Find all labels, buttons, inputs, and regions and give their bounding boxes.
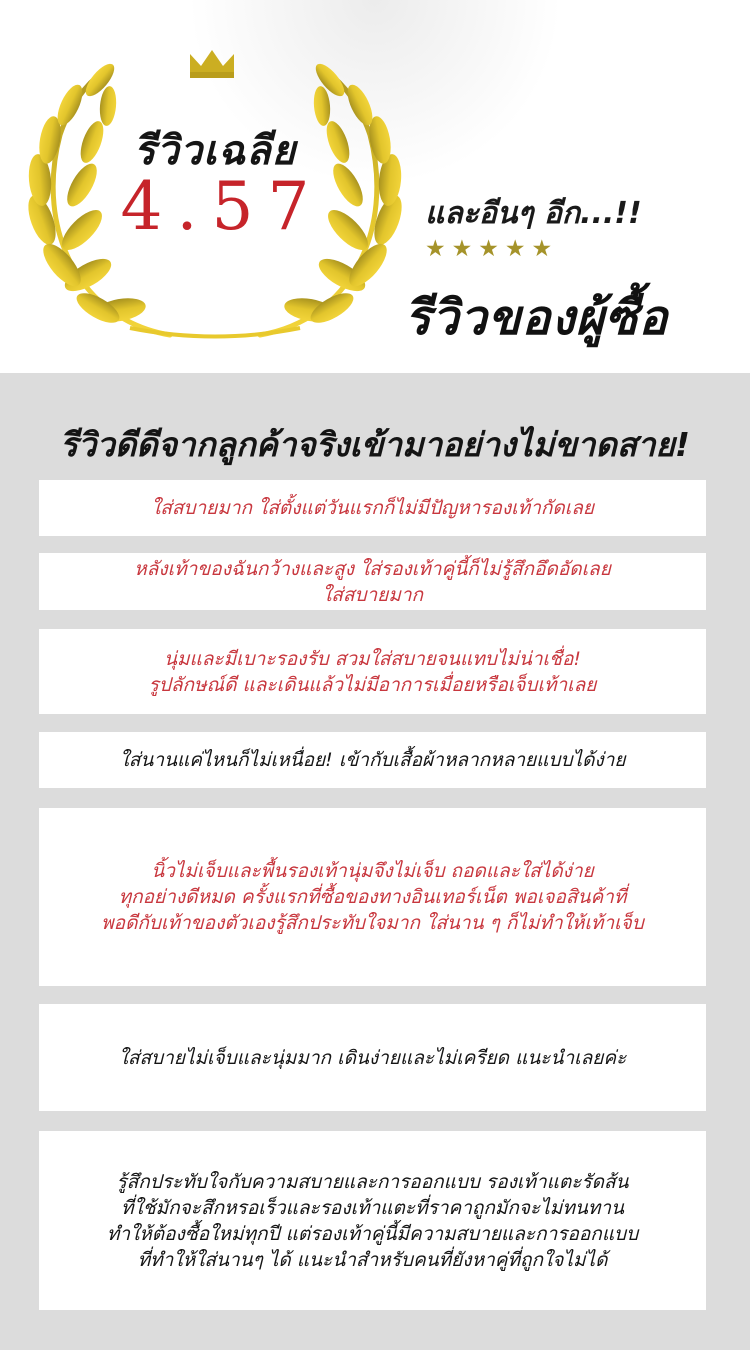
star-icon: ★	[451, 236, 473, 262]
review-card	[39, 732, 706, 788]
review-text: ใส่สบายไม่เจ็บและนุ่มมาก เดินง่ายและไม่เครียด แนะนำเลยค่ะ	[118, 1046, 627, 1069]
review-card	[39, 629, 706, 714]
review-card	[39, 1004, 706, 1111]
star-icon: ★	[504, 236, 526, 262]
average-rating-label: รีวิวเฉลีย	[133, 128, 297, 174]
reviews-headline: รีวิวดีดีจากลูกค้าจริงเข้ามาอย่างไม่ขาดสาย!	[60, 425, 690, 464]
review-card	[39, 553, 706, 610]
average-rating-value: 4.57	[120, 168, 324, 245]
buyer-reviews-title: รีวิวของผู้ซื้อ	[405, 290, 669, 346]
star-icon: ★	[531, 236, 553, 262]
review-text: ใส่นานแค่ไหนก็ไม่เหนื่อย! เข้ากับเสื้อผ้าหลากหลายแบบได้ง่าย	[119, 749, 626, 771]
review-text: ใส่สบายมาก ใส่ตั้งแต่วันแรกก็ไม่มีปัญหารองเท้ากัดเลย	[150, 497, 594, 519]
review-card	[39, 808, 706, 986]
review-text: หลังเท้าของฉันกว้างและสูง ใส่รองเท้าคู่นี้ก็ไม่รู้สึกอึดอัดเลย ใส่สบายมาก	[134, 557, 611, 606]
star-icon: ★	[425, 236, 446, 262]
star-icon: ★	[478, 236, 499, 262]
review-text: นุ่มและมีเบาะรองรับ สวมใส่สบายจนแทบไม่น่าเชื่อ! รูปลักษณ์ดี และเดินแล้วไม่มีอาการเมื่อยหรือเจ็บเท้าเลย	[148, 647, 597, 696]
review-text: นิ้วไม่เจ็บและพื้นรองเท้านุ่มจึงไม่เจ็บ ถอดและใส่ได้ง่าย ทุกอย่างดีหมด ครั้งแรกที่ซื้อของทางอินเทอร์เน็ต พอเจอสินค้าที่ พอดีกับเท้าของตัวเองรู้สึกประทับใจมาก ใส่นาน ๆ ก็ไม่ทำให้เท้าเจ็บ	[101, 860, 644, 934]
rating-badge	[20, 40, 410, 350]
review-card	[39, 1131, 706, 1310]
review-text: รู้สึกประทับใจกับความสบายและการออกแบบ รองเท้าแตะรัดส้น ที่ใช้มักจะสึกหรอเร็วและรองเท้าแตะที่ราคาถูกมักจะไม่ทนทาน ทำให้ต้องซื้อใหม่ทุกปี แต่รองเท้าคู่นี้มีความสบายและการออกแบบ ที่ทำให้ใส่นานๆ ได้ แนะนำสำหรับคนที่ยังหาคู่ที่ถูกใจไม่ได้	[106, 1170, 639, 1271]
review-card	[39, 480, 706, 536]
star-rating	[425, 238, 552, 261]
rating-banner	[0, 0, 750, 373]
crown-icon	[190, 50, 234, 78]
more-reviews-text: และอีนๆ อีก...!!	[425, 196, 642, 231]
